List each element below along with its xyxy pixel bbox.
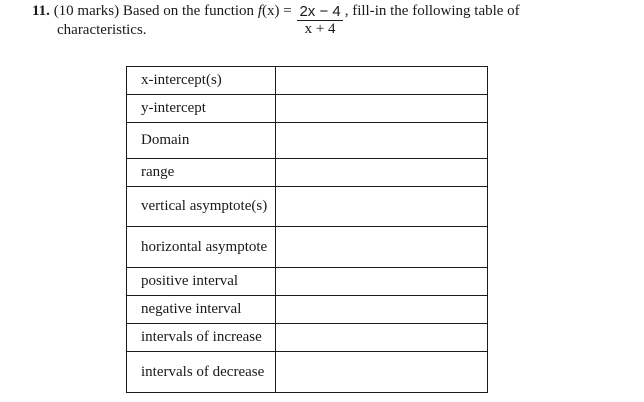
answer-cell[interactable] <box>275 268 487 296</box>
table-row <box>127 95 488 123</box>
row-label: horizontal asymptote <box>127 227 276 268</box>
table-row <box>127 159 488 187</box>
question-line-2: characteristics. <box>57 22 147 38</box>
table-row <box>127 268 488 296</box>
function-name: f <box>257 3 262 19</box>
question-trailing-text: , fill-in the following table of <box>344 3 520 19</box>
row-label: intervals of decrease <box>127 352 276 393</box>
function-fraction <box>297 2 342 38</box>
table-row <box>127 352 488 393</box>
fraction-denominator: x + 4 <box>304 21 336 37</box>
table-row <box>127 227 488 268</box>
row-label: y-intercept <box>127 95 276 123</box>
table-row <box>127 187 488 227</box>
table-row <box>127 296 488 324</box>
row-label: intervals of increase <box>127 324 276 352</box>
answer-cell[interactable] <box>275 159 487 187</box>
answer-cell[interactable] <box>275 296 487 324</box>
answer-cell[interactable] <box>275 352 487 393</box>
row-label: negative interval <box>127 296 276 324</box>
answer-cell[interactable] <box>275 95 487 123</box>
row-label: Domain <box>127 123 276 159</box>
answer-cell[interactable] <box>275 67 487 95</box>
answer-cell[interactable] <box>275 324 487 352</box>
answer-cell[interactable] <box>275 227 487 268</box>
row-label: positive interval <box>127 268 276 296</box>
question-marks-text: (10 marks) Based on the function <box>53 3 255 19</box>
table-row <box>127 324 488 352</box>
fraction-numerator: 2x − 4 <box>299 3 341 20</box>
answer-cell[interactable] <box>275 123 487 159</box>
characteristics-table <box>126 66 488 393</box>
question-block <box>32 2 520 40</box>
question-number: 11. <box>32 3 50 19</box>
row-label: x-intercept(s) <box>127 67 276 95</box>
answer-cell[interactable] <box>275 187 487 227</box>
function-argument: (x) = <box>261 3 292 19</box>
table-row <box>127 123 488 159</box>
row-label: vertical asymptote(s) <box>127 187 276 227</box>
table-row <box>127 67 488 95</box>
row-label: range <box>127 159 276 187</box>
